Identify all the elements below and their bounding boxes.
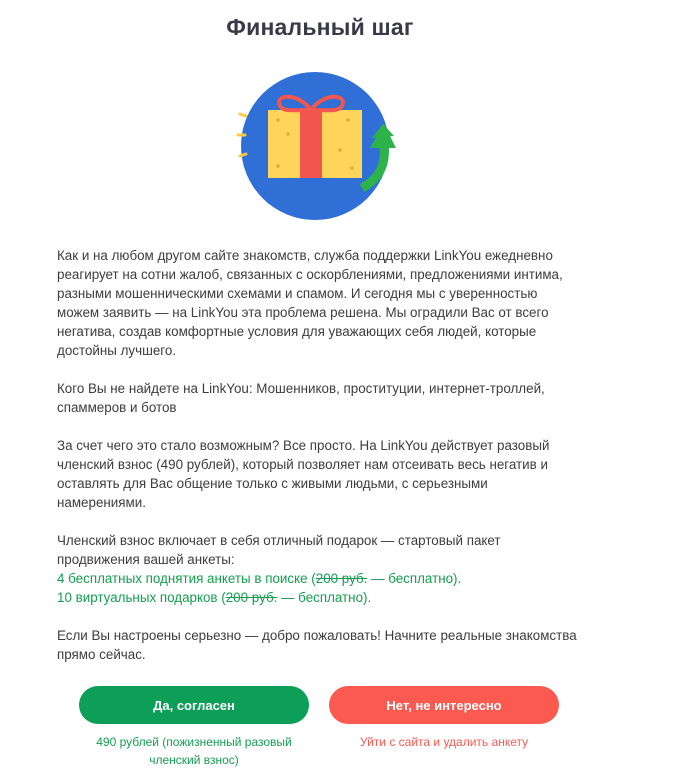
- agree-price-note: 490 рублей (пожизненный разовый членский взнос): [96, 735, 292, 767]
- description-text: [57, 246, 577, 683]
- offer-line-boosts: 4 бесплатных поднятия анкеты в поиске (200 руб. — бесплатно).: [57, 571, 462, 586]
- paragraph-welcome: Если Вы настроены серьезно — добро пожаловать! Начните реальные знакомства прямо сейчас.: [57, 628, 577, 662]
- old-price: 200 руб.: [225, 590, 278, 605]
- offer-line-gifts: 10 виртуальных подарков (200 руб. — бесплатно).: [57, 590, 372, 605]
- paragraph-gift: [57, 531, 577, 607]
- gift-icon: [230, 66, 400, 226]
- page-title: Финальный шаг: [226, 14, 414, 40]
- paragraph-fee: За счет чего это стало возможным? Все просто. На LinkYou действует разовый членский взнос (490 рублей), который позволяет нам отсеивать весь негатив и оставлять для Вас общение только с живыми людьми, с серьезными намерениями.: [57, 438, 550, 510]
- paragraph-intro: Как и на любом другом сайте знакомств, служба поддержки LinkYou ежедневно реагирует на сотни жалоб, связанных с оскорблениями, предложениями интима, разными мошенническими схемами и спамом. И сегодня мы с уверенностью можем заявить — на LinkYou эта проблема решена. Мы оградили Вас от всего негатива, создав комфортные условия для уважающих себя людей, которые достойны лучшего.: [57, 248, 563, 358]
- gift-illustration: [230, 66, 400, 226]
- old-price: 200 руб.: [315, 571, 368, 586]
- paragraph-who-not: Кого Вы не найдете на LinkYou: Мошенников, проституции, интернет-троллей, спаммеров и ботов: [57, 381, 545, 415]
- decline-button[interactable]: Нет, не интересно: [329, 686, 559, 724]
- agree-button[interactable]: Да, согласен: [79, 686, 309, 724]
- gift-intro: Членский взнос включает в себя отличный подарок — стартовый пакет продвижения вашей анкеты:: [57, 533, 501, 567]
- decline-delete-link[interactable]: Уйти с сайта и удалить анкету: [359, 735, 529, 749]
